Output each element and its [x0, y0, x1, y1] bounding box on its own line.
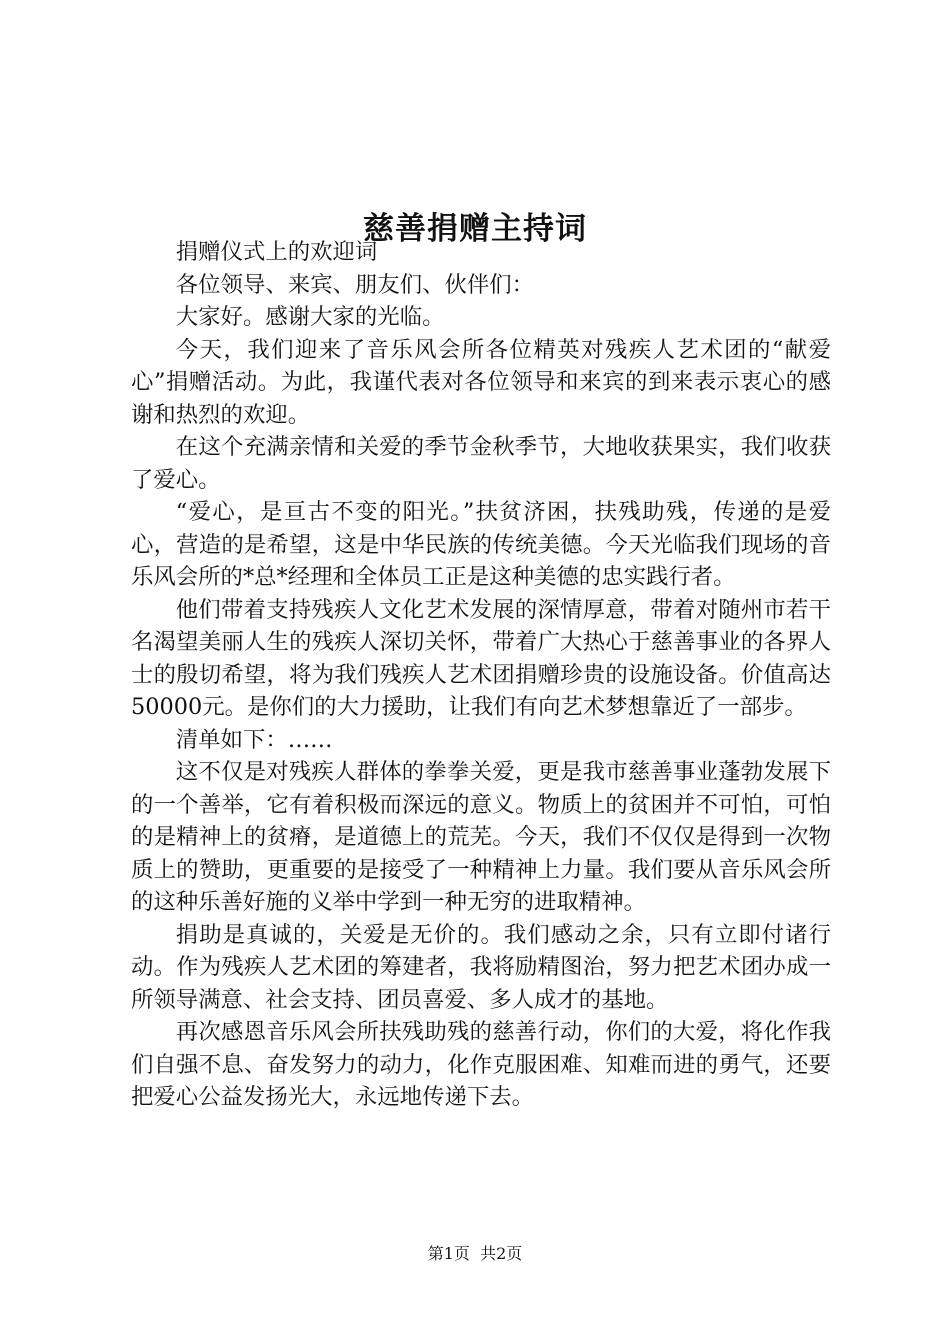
paragraph: 在这个充满亲情和关爱的季节金秋季节，大地收获果实，我们收获了爱心。 [131, 434, 831, 493]
page-number: 第1页 [427, 1244, 470, 1263]
paragraph: 今天，我们迎来了音乐风会所各位精英对残疾人艺术团的“献爱心”捐赠活动。为此，我谨代表对各位领导和来宾的到来表示衷心的感谢和热烈的欢迎。 [131, 336, 831, 428]
document-title: 慈善捐赠主持词 [363, 210, 587, 247]
paragraph: 捐助是真诚的，关爱是无价的。我们感动之余，只有立即付诸行动。作为残疾人艺术团的筹建者，我将励精图治，努力把艺术团办成一所领导满意、社会支持、团员喜爱、多人成才的基地。 [131, 921, 831, 1013]
paragraph: 再次感恩音乐风会所扶残助残的慈善行动，你们的大爱，将化作我们自强不息、奋发努力的动力，化作克服困难、知难而进的勇气，还要把爱心公益发扬光大，永远地传递下去。 [131, 1019, 831, 1110]
paragraph: 他们带着支持残疾人文化艺术发展的深情厚意，带着对随州市若干名渴望美丽人生的残疾人深切关怀，带着广大热心于慈善事业的各界人士的殷切希望，将为我们残疾人艺术团捐赠珍贵的设施设备。价值高达50000元。是你们的大力援助，让我们有向艺术梦想靠近了一部步。 [131, 596, 831, 720]
page-footer [0, 1242, 950, 1266]
paragraph-list-intro: 清单如下：…… [175, 726, 333, 753]
document-body [131, 236, 831, 1114]
paragraph: “爱心，是亘古不变的阳光。”扶贫济困，扶残助残，传递的是爱心，营造的是希望，这是中华民族的传统美德。今天光临我们现场的音乐风会所的*总*经理和全体员工正是这种美德的忠实践行者。 [131, 499, 831, 590]
paragraph-subtitle: 捐赠仪式上的欢迎词 [175, 239, 378, 265]
paragraph-greeting: 大家好。感谢大家的光临。 [175, 304, 445, 330]
paragraph: 这不仅是对残疾人群体的拳拳关爱，更是我市慈善事业蓬勃发展下的一个善举，它有着积极而深远的意义。物质上的贫困并不可怕，可怕的是精神上的贫瘠，是道德上的荒芜。今天，我们不仅仅是得到一次物质上的赞助，更重要的是接受了一种精神上力量。我们要从音乐风会所的这种乐善好施的义举中学到一种无穷的进取精神。 [131, 759, 831, 915]
page-total: 共2页 [480, 1244, 523, 1263]
paragraph-salutation: 各位领导、来宾、朋友们、伙伴们： [175, 271, 535, 298]
